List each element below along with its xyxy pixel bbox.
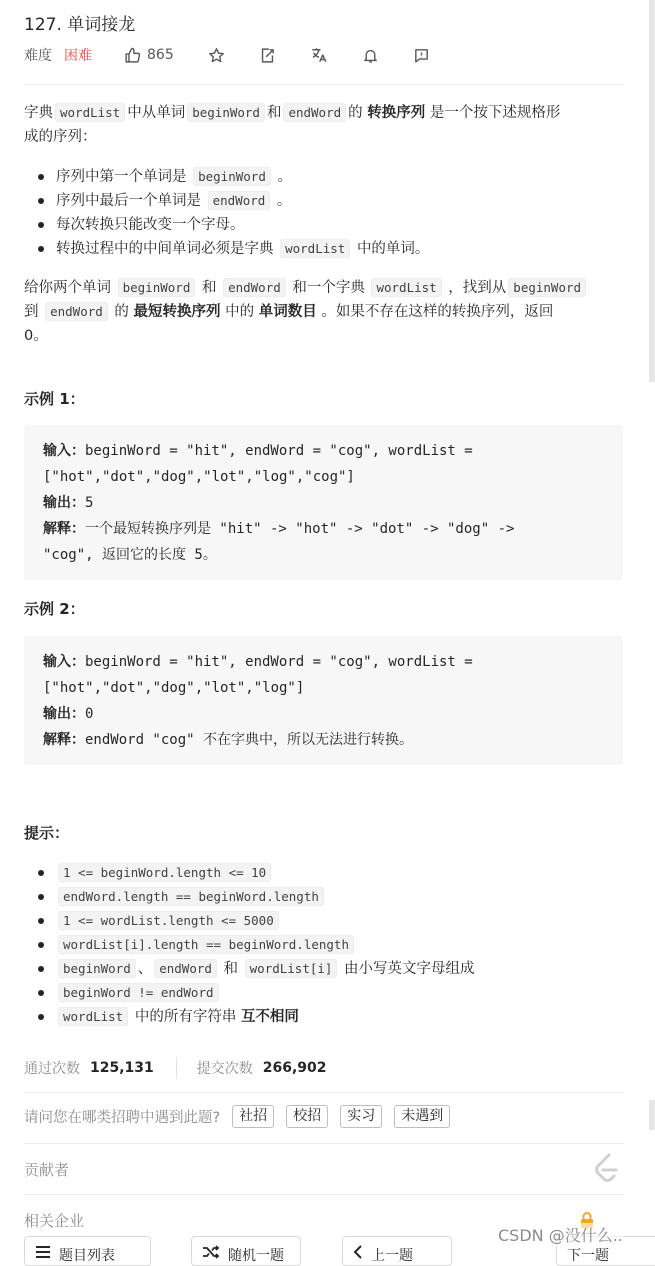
button-label: 下一题 <box>567 1248 609 1264</box>
inline-code: endWord <box>208 191 271 210</box>
list-item <box>56 189 626 213</box>
text: 成的序列： <box>24 129 97 145</box>
label: 输入： <box>43 654 85 670</box>
text: 中从单词 <box>127 105 186 121</box>
example-explanation <box>43 516 604 542</box>
text: 序列中第一个单词是 <box>56 169 187 185</box>
text: 、 <box>137 961 153 977</box>
value: beginWord = "hit", endWord = "cog", wordList = <box>85 443 473 459</box>
divider <box>176 1057 177 1079</box>
thumbs-up-icon <box>124 47 141 64</box>
feedback-icon <box>413 47 430 64</box>
text: 序列中最后一个单词是 <box>56 193 201 209</box>
related-companies-section[interactable]: 相关企业 <box>24 1212 85 1230</box>
list-item <box>56 981 626 1005</box>
tag-not-encountered[interactable]: 未遇到 <box>394 1105 450 1128</box>
text: 的 <box>348 105 363 121</box>
hints-list <box>56 861 626 1029</box>
example-input <box>43 649 604 675</box>
example-explanation <box>43 727 604 753</box>
problem-list-button[interactable] <box>24 1236 151 1266</box>
text: 给你两个单词 <box>24 280 111 296</box>
list-item <box>56 933 626 957</box>
feedback-button[interactable] <box>413 47 430 64</box>
inline-code: wordList[i] <box>245 959 338 978</box>
list-icon <box>35 1245 51 1259</box>
inline-code: beginWord <box>187 103 265 122</box>
scrollbar-thumb[interactable] <box>649 0 655 382</box>
bold-text: 最短转换序列 <box>133 304 221 320</box>
problem-title: 127. 单词接龙 <box>24 15 136 35</box>
notify-button[interactable] <box>362 47 379 64</box>
example-input-cont: ["hot","dot","dog","lot","log","cog"] <box>43 469 355 485</box>
inline-code: beginWord != endWord <box>58 983 219 1002</box>
star-icon <box>208 47 225 64</box>
tag-internship[interactable]: 实习 <box>340 1105 382 1128</box>
tag-campus-recruit[interactable]: 校招 <box>286 1105 328 1128</box>
divider <box>24 84 624 85</box>
submission-stats <box>24 1056 327 1080</box>
text: 和 <box>223 961 239 977</box>
inline-code: endWord <box>154 959 217 978</box>
inline-code: beginWord <box>193 167 271 186</box>
inline-code: endWord <box>283 103 346 122</box>
divider <box>24 1143 624 1144</box>
submissions-label: 提交次数 <box>196 1061 253 1077</box>
list-item <box>56 237 626 261</box>
interview-question-text: 请问您在哪类招聘中遇到此题? <box>24 1109 221 1126</box>
problem-meta-bar <box>24 44 624 66</box>
text: 0。 <box>24 328 48 344</box>
scrollbar-thumb-secondary[interactable] <box>649 1100 655 1130</box>
text: 中的所有字符串 <box>134 1009 237 1025</box>
value: 5 <box>85 495 94 511</box>
text: 字典 <box>24 105 53 121</box>
hints-heading: 提示： <box>24 824 70 842</box>
inline-code: endWord <box>45 302 108 321</box>
text: 中的单词。 <box>356 241 430 257</box>
description-paragraph-2 <box>24 276 628 348</box>
watermark: CSDN @没什么.. <box>498 1223 623 1246</box>
inline-code: beginWord <box>118 278 196 297</box>
list-item <box>56 213 626 237</box>
favorite-button[interactable] <box>208 47 225 64</box>
share-button[interactable] <box>259 47 276 64</box>
prev-problem-button[interactable] <box>342 1236 452 1266</box>
divider <box>24 1194 624 1195</box>
description-paragraph-1 <box>24 101 628 149</box>
button-label: 题目列表 <box>59 1248 115 1264</box>
label: 输出： <box>43 495 85 511</box>
example-output <box>43 490 604 516</box>
inline-code: wordList <box>280 239 350 258</box>
inline-code: wordList[i].length == beginWord.length <box>58 935 354 954</box>
bell-icon <box>362 47 379 64</box>
contributors-toggle[interactable] <box>590 1152 622 1190</box>
leetcode-logo-icon <box>590 1152 622 1186</box>
value: 0 <box>85 706 94 722</box>
chevron-left-icon <box>353 1245 363 1259</box>
translate-button[interactable] <box>310 46 328 64</box>
text: 的 <box>114 304 129 320</box>
text: 。如果不存在这样的转换序列，返回 <box>321 304 554 320</box>
example-1-heading: 示例 1： <box>24 390 85 408</box>
text: 是一个按下述规格形 <box>429 105 561 121</box>
text: 。 <box>276 193 292 209</box>
text: ，找到从 <box>448 280 507 296</box>
like-count: 865 <box>147 47 174 63</box>
example-explanation-cont: "cog", 返回它的长度 5。 <box>43 547 217 563</box>
button-label: 上一题 <box>371 1248 413 1264</box>
inline-code: endWord <box>223 278 286 297</box>
inline-code: endWord.length == beginWord.length <box>58 887 324 906</box>
inline-code: beginWord <box>508 278 586 297</box>
example-2-heading: 示例 2： <box>24 600 85 618</box>
list-item <box>56 909 626 933</box>
inline-code: 1 <= beginWord.length <= 10 <box>58 863 271 882</box>
label: 输入： <box>43 443 85 459</box>
list-item <box>56 957 626 981</box>
interview-question <box>24 1104 450 1128</box>
list-item <box>56 885 626 909</box>
example-2-block <box>24 636 623 765</box>
inline-code: wordList <box>55 103 125 122</box>
bold-text: 转换序列 <box>367 105 426 121</box>
tag-social-recruit[interactable]: 社招 <box>232 1105 274 1128</box>
example-output <box>43 701 604 727</box>
value: 一个最短转换序列是 "hit" -> "hot" -> "dot" -> "dog" -> <box>85 521 515 537</box>
shuffle-icon <box>202 1245 220 1259</box>
inline-code: beginWord <box>58 959 136 978</box>
accepted-label: 通过次数 <box>24 1061 80 1077</box>
share-icon <box>259 47 276 64</box>
label: 输出： <box>43 706 85 722</box>
submissions-count: 266,902 <box>262 1060 327 1076</box>
text: 由小写英文字母组成 <box>344 961 475 977</box>
text: 和 <box>201 280 217 296</box>
text: 和 <box>266 105 282 121</box>
translate-icon <box>310 46 328 64</box>
text: 中的 <box>225 304 255 320</box>
text: 到 <box>24 304 39 320</box>
like-button[interactable] <box>124 47 174 64</box>
bold-text: 互不相同 <box>240 1009 299 1025</box>
difficulty-badge: 困难 <box>64 48 92 64</box>
list-item <box>56 165 626 189</box>
rules-list <box>56 165 626 261</box>
bold-text: 单词数目 <box>258 304 317 320</box>
text: 转换过程中的中间单词必须是字典 <box>56 241 274 257</box>
divider <box>24 1092 624 1093</box>
list-item <box>56 1005 626 1029</box>
example-1-block <box>24 425 623 580</box>
random-problem-button[interactable] <box>191 1236 301 1266</box>
label: 解释： <box>43 732 85 748</box>
label: 解释： <box>43 521 85 537</box>
inline-code: wordList <box>58 1007 128 1026</box>
example-input <box>43 438 604 464</box>
button-label: 随机一题 <box>228 1248 284 1264</box>
value: beginWord = "hit", endWord = "cog", wordList = <box>85 654 473 670</box>
list-item <box>56 861 626 885</box>
text: 和一个字典 <box>292 280 365 296</box>
difficulty-label: 难度 <box>24 48 52 64</box>
accepted-count: 125,131 <box>90 1060 154 1076</box>
text: 每次转换只能改变一个字母。 <box>56 217 245 233</box>
inline-code: wordList <box>371 278 441 297</box>
text: 。 <box>277 169 292 185</box>
value: endWord "cog" 不在字典中，所以无法进行转换。 <box>85 732 414 748</box>
example-input-cont: ["hot","dot","dog","lot","log"] <box>43 680 305 696</box>
inline-code: 1 <= wordList.length <= 5000 <box>58 911 279 930</box>
contributors-section[interactable]: 贡献者 <box>24 1161 70 1179</box>
